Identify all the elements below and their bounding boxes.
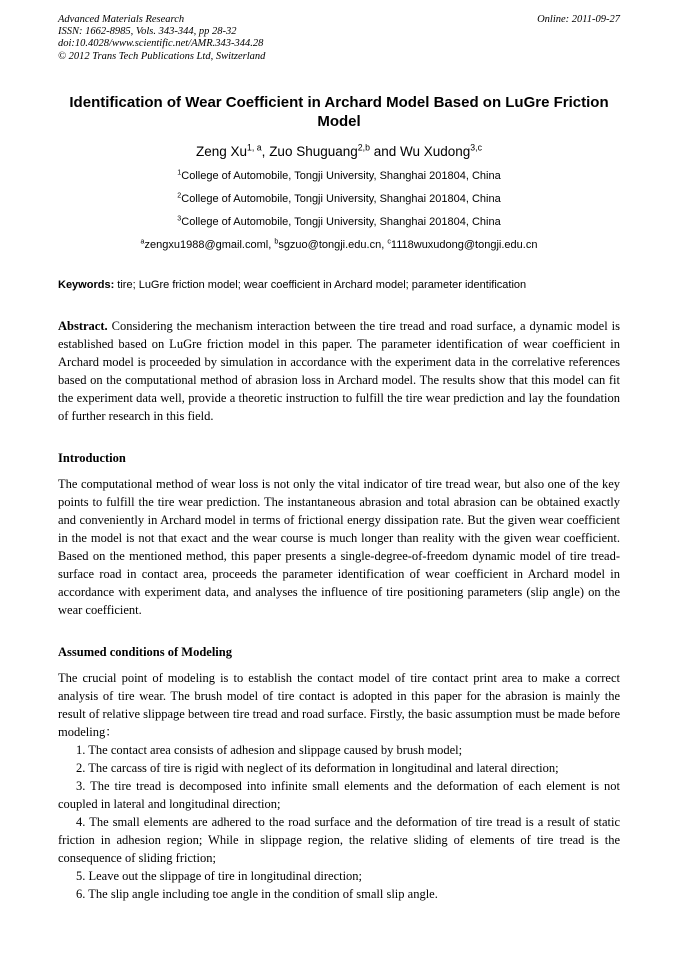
introduction-paragraph: The computational method of wear loss is not only the vital indicator of tire tread wear, but also one of the key points to fulfill the tire wear prediction. The instantaneous abrasion and total abrasion can be obtained exactly and conveniently in Archard model in terms of frictional energy dissipation rate. But the given wear coefficient in the model is not that exact and the wear course is much longer than reality with the given wear coefficient. Based on the mentioned method, this paper presents a single-degree-of-freedom dynamic model of tire tread-surface road in contact area, proceeds the parameter identification of wear coefficient in Archard model in accordance with experiment data, and analyses the influence of tire positioning parameters (slip angle) on the wear coefficient. [58,476,620,617]
section-heading-assumed-conditions: Assumed conditions of Modeling [58,644,232,659]
email-sup-3: c [387,237,391,246]
assumption-item-5: 5. Leave out the slippage of tire in longitudinal direction; [76,868,363,883]
affiliation-1 [58,170,620,182]
email-sup-1: a [140,237,145,246]
online-date: Online: 2011-09-27 [537,14,620,25]
author-separator-2: and [369,143,400,159]
issn-line: ISSN: 1662-8985, Vols. 343-344, pp 28-32 [58,26,237,38]
affiliation-sup-3: 3 [177,214,182,223]
author-sup-1: 1, a [247,142,262,153]
author-name-1: Zeng Xu [196,143,248,159]
affiliation-sup-1: 1 [177,168,182,177]
journal-header-left [58,14,265,63]
journal-header [58,14,620,63]
affiliation-sup-2: 2 [177,191,182,200]
email-1: zengxu1988@gmail.coml, [144,238,275,251]
keywords-label: Keywords: [58,278,115,291]
email-3: 1118wuxudong@tongji.edu.cn [390,238,538,251]
emails-line [58,239,620,251]
author-name-3: Wu Xudong [399,143,471,159]
author-separator-1: , [261,143,270,159]
affiliation-3 [58,216,620,228]
author-sup-2: 2,b [357,142,370,153]
copyright-line: © 2012 Trans Tech Publications Ltd, Switzerland [58,50,266,62]
assumed-conditions-paragraph: The crucial point of modeling is to establish the contact model of tire contact print area to make a correct analysis of tire wear. The brush model of tire contact is adopted in this paper for the abrasion is mainly the result of relative slippage between tire tread and road surface. Firstly, the basic assumption must be made before modeling： [58,670,620,739]
keywords-line [58,278,620,293]
email-sup-2: b [274,237,279,246]
assumption-item-3: 3. The tire tread is decomposed into infinite small elements and the deformation of each element is not coupled in lateral and longitudinal direction; [58,778,620,811]
assumption-item-4: 4. The small elements are adhered to the road surface and the deformation of tire tread is a result of static friction in adhesion region; While in slippage region, the relative sliding of elements of tire tread is the consequence of sliding friction; [58,814,620,865]
assumption-item-6: 6. The slip angle including toe angle in the condition of small slip angle. [76,886,438,901]
journal-name: Advanced Materials Research [58,14,185,25]
affiliation-text-1: College of Automobile, Tongji University, Shanghai 201804, China [181,169,501,182]
assumption-item-1: 1. The contact area consists of adhesion and slippage caused by brush model; [76,742,463,757]
email-2: sgzuo@tongji.edu.cn, [278,238,388,251]
abstract-label: Abstract. [58,318,108,333]
affiliation-text-3: College of Automobile, Tongji University, Shanghai 201804, China [181,215,501,228]
paper-title: Identification of Wear Coefficient in Archard Model Based on LuGre Friction Model [69,93,609,131]
doi-line: doi:10.4028/www.scientific.net/AMR.343-344.28 [58,38,264,50]
abstract-text: Considering the mechanism interaction between the tire tread and road surface, a dynamic model is established based on LuGre friction model in this paper. The parameter identification of wear coefficient in Archard model is proceeded by simulation in accordance with the experiment data in the correlative references based on the computational method of abrasion loss in Archard model. The results show that this model can fit the experiment data well, provide a theoretic instruction to fulfill the tire wear prediction and lay the foundation of further research in this field. [58,318,620,423]
abstract-paragraph [58,317,620,425]
keywords-text: tire; LuGre friction model; wear coefficient in Archard model; parameter identification [114,278,527,291]
affiliation-text-2: College of Automobile, Tongji University, Shanghai 201804, China [181,192,501,205]
affiliation-2 [58,193,620,205]
author-sup-3: 3,c [470,142,482,153]
author-name-2: Zuo Shuguang [269,143,358,159]
authors-line [58,144,620,159]
assumption-item-2: 2. The carcass of tire is rigid with neglect of its deformation in longitudinal and lateral direction; [76,760,559,775]
section-heading-introduction: Introduction [58,450,126,465]
